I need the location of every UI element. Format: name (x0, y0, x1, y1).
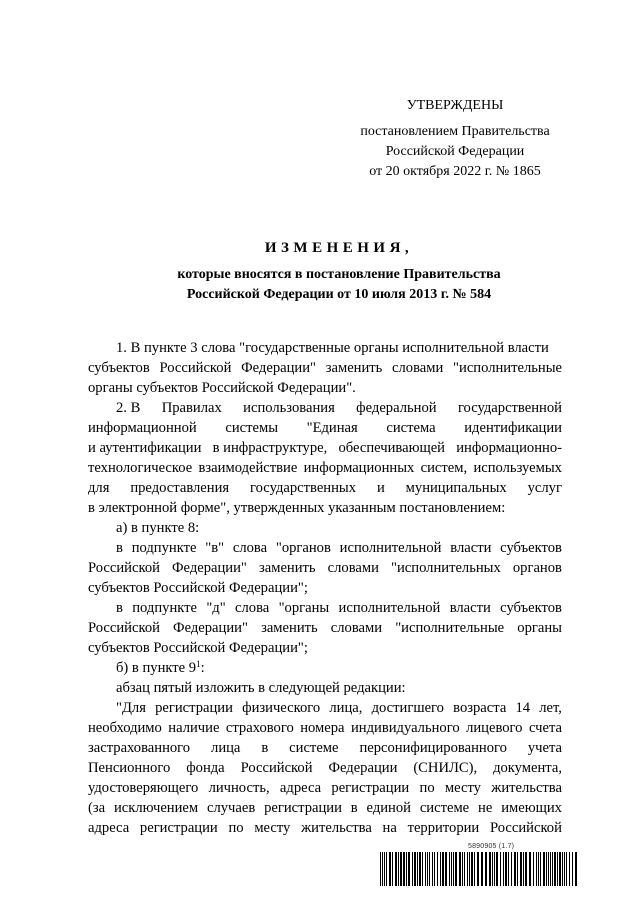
word: Российской (159, 360, 232, 376)
word: (за (88, 800, 106, 816)
barcode-bar (523, 852, 524, 886)
barcode-bar (508, 852, 509, 886)
paragraph-1-line-1: 1. В пункте 3 слова "государственные органы исполнительной власти (116, 340, 549, 356)
paragraph-2-line-3 (88, 438, 562, 458)
word: (СНИЛС), (413, 760, 478, 776)
word: фонда (186, 760, 225, 776)
barcode-bar (406, 852, 407, 886)
word: "исполнительные (453, 360, 562, 376)
word: федеральной (356, 400, 437, 416)
barcode-bar (422, 852, 423, 886)
word: органов (512, 560, 562, 576)
barcode-bar (453, 852, 454, 886)
word: слова (235, 600, 270, 616)
word: необходимо (88, 720, 162, 736)
word: регистрации (155, 700, 233, 716)
document-title: ИЗМЕНЕНИЯ, (264, 240, 414, 256)
word: информационно- (456, 440, 562, 456)
word: удостоверяющего (88, 780, 199, 796)
word: предоставления (130, 480, 230, 496)
word: 2. В (116, 400, 141, 416)
barcode-bar (533, 852, 534, 886)
word: системе (419, 800, 470, 816)
barcode-bar (386, 852, 387, 886)
barcode-bar (525, 852, 527, 886)
word: информационных (303, 460, 415, 476)
barcode-bar (451, 852, 452, 886)
word: случаев (206, 800, 256, 816)
barcode-bar (445, 852, 447, 886)
word: технологическое (88, 460, 193, 476)
word: страхового (225, 720, 294, 736)
word: информационной (88, 420, 197, 436)
word: Федерации" (172, 560, 247, 576)
word: заменить (261, 620, 318, 636)
word: и аутентификации (88, 440, 202, 456)
barcode-bar (395, 852, 397, 886)
word: застрахованного (88, 740, 191, 756)
barcode-icon (380, 852, 580, 886)
word: в (261, 740, 269, 756)
word: единой (366, 800, 411, 816)
barcode-bar (432, 852, 433, 886)
quote-line-4 (88, 758, 562, 778)
word: в (350, 800, 358, 816)
word: Федерации" (173, 620, 248, 636)
word: номера (300, 720, 345, 736)
word: в (116, 600, 123, 616)
word: заменить (258, 560, 316, 576)
barcode-bar (546, 852, 547, 886)
word: систем, (420, 460, 468, 476)
barcode-bar (455, 852, 457, 886)
barcode-bar (557, 852, 558, 886)
paragraph-2-line-5 (88, 478, 562, 498)
word: словами (327, 560, 379, 576)
subtitle-line-1: которые вносятся в постановление Правительства (177, 267, 501, 282)
word: система (386, 420, 436, 436)
word: используемых (473, 460, 562, 476)
word: лица (211, 740, 241, 756)
paragraph-1-line-3: органы субъектов Российской Федерации". (88, 380, 356, 396)
quote-line-5 (88, 778, 562, 798)
word: словами (392, 360, 444, 376)
word: словами (330, 620, 383, 636)
barcode-bar (538, 852, 539, 886)
word: регистрации (331, 780, 410, 796)
barcode-bar (434, 852, 435, 886)
word: государственных (250, 480, 357, 496)
barcode-bar (496, 852, 498, 886)
barcode-bar (400, 852, 402, 886)
word: адреса (279, 780, 322, 796)
barcode-bar (572, 852, 573, 886)
barcode-label: 5890905 (1.7) (468, 843, 515, 850)
word: субъектов (88, 360, 150, 376)
barcode-bar (503, 852, 504, 886)
barcode-bar (464, 852, 465, 886)
subtitle-line-2: Российской Федерации от 10 июля 2013 г. № 584 (186, 287, 492, 302)
word: счета (528, 720, 562, 736)
word: достигшего (371, 700, 444, 716)
word: Российской (88, 620, 160, 636)
barcode-bar (540, 852, 541, 886)
subitem-v-line-1 (88, 538, 562, 558)
word: жительства (491, 780, 562, 796)
word: слова (232, 540, 268, 556)
word: индивидуального (350, 720, 460, 736)
word: подпункте (132, 600, 198, 616)
word: возраста (453, 700, 507, 716)
word: субъектов (500, 540, 562, 556)
barcode-bar (459, 852, 461, 886)
barcode-bar (520, 852, 522, 886)
word: "исполнительные (395, 620, 505, 636)
word: обеспечивающей (338, 440, 445, 456)
word: Российской (88, 560, 160, 576)
barcode-bar (566, 852, 567, 886)
barcode-bar (440, 852, 441, 886)
document-subtitle (0, 265, 640, 305)
word: в инфраструктуре, (212, 440, 328, 456)
subitem-d-line-1 (88, 598, 562, 618)
word: личность, (208, 780, 270, 796)
word: имеющих (501, 800, 562, 816)
approval-stamp (330, 96, 580, 182)
word: наличие (168, 720, 220, 736)
word: власти (450, 540, 492, 556)
word: Правилах (161, 400, 222, 416)
barcode-bar (382, 852, 383, 886)
barcode-bar (564, 852, 565, 886)
barcode-bar (505, 852, 507, 886)
word: Российской (240, 760, 313, 776)
barcode-bar (485, 852, 487, 886)
word: на (382, 820, 397, 836)
word: исключением (113, 800, 199, 816)
word: и (376, 480, 385, 496)
barcode-bar (511, 852, 512, 886)
paragraph-2-line-4 (88, 458, 562, 478)
word: по (228, 820, 244, 836)
barcode-bar (517, 852, 518, 886)
word: 14 (515, 700, 531, 716)
word: субъектов (500, 600, 562, 616)
item-a: а) в пункте 8: (116, 520, 200, 536)
word: исполнительной (339, 540, 442, 556)
item-b-colon: : (200, 660, 205, 676)
paragraph-1-line-2 (88, 358, 562, 378)
barcode-bar (425, 852, 426, 886)
word: "Для (116, 700, 146, 716)
barcode-bar (552, 852, 553, 886)
word: регистрации (264, 800, 342, 816)
barcode-bar (389, 852, 391, 886)
barcode-bar (437, 852, 438, 886)
word: лицевого (466, 720, 523, 736)
word: месту (254, 820, 291, 836)
barcode-bar (398, 852, 399, 886)
barcode-bar (575, 852, 577, 886)
approval-heading: УТВЕРЖДЕНЫ (406, 98, 504, 113)
word: по (419, 780, 435, 796)
word: подпункте (131, 540, 197, 556)
word: муниципальных (405, 480, 507, 496)
word: Российской (489, 820, 562, 836)
barcode-bar (403, 852, 405, 886)
word: использования (243, 400, 335, 416)
quote-line-6 (88, 798, 562, 818)
barcode-bar (414, 852, 416, 886)
approval-line-2: Российской Федерации (385, 144, 525, 159)
barcode-bar (543, 852, 545, 886)
barcode-bar (412, 852, 413, 886)
word: заменить (325, 360, 383, 376)
barcode-bar (494, 852, 495, 886)
word: регистрации (139, 820, 218, 836)
barcode-bar (514, 852, 516, 886)
barcode-bar (477, 852, 479, 886)
word: идентификации (464, 420, 562, 436)
word: Федерации (328, 760, 398, 776)
item-b-text: б) в пункте 9 (116, 660, 197, 676)
quote-line-3 (88, 738, 562, 758)
paragraph-2-line-6: в электронной форме", утвержденных указанным постановлением: (88, 500, 506, 516)
barcode-bar (569, 852, 570, 886)
barcode-bar (419, 852, 421, 886)
barcode-bar (554, 852, 556, 886)
barcode-bar (548, 852, 549, 886)
item-b-superscript: 1 (196, 659, 201, 669)
paragraph-2-line-2 (88, 418, 562, 438)
word: Федерации" (241, 360, 316, 376)
subitem-d-line-3: субъектов Российской Федерации"; (88, 640, 308, 656)
word: "органов (275, 540, 331, 556)
barcode-bar (467, 852, 468, 886)
word: лет, (539, 700, 562, 716)
word: органы (517, 620, 562, 636)
word: Пенсионного (88, 760, 171, 776)
barcode-bar (562, 852, 563, 886)
barcode-bar (384, 852, 385, 886)
word: власти (449, 600, 491, 616)
word: системы (225, 420, 279, 436)
barcode-bar (550, 852, 551, 886)
barcode-bar (492, 852, 493, 886)
word: "органы (278, 600, 330, 616)
barcode-bar (392, 852, 393, 886)
barcode-bar (489, 852, 491, 886)
barcode-bar (427, 852, 428, 886)
word: месту (444, 780, 481, 796)
quote-line-2 (88, 718, 562, 738)
barcode-bar (469, 852, 470, 886)
barcode-bar (529, 852, 531, 886)
subitem-v-line-3: субъектов Российской Федерации"; (88, 580, 308, 596)
barcode-bar (474, 852, 475, 886)
barcode-bar (462, 852, 463, 886)
word: для (88, 480, 110, 496)
word: государственной (457, 400, 562, 416)
word: учета (527, 740, 562, 756)
word: "Единая (306, 420, 358, 436)
item-b (88, 658, 562, 678)
barcode-bar (536, 852, 537, 886)
approval-line-1: постановлением Правительства (360, 124, 550, 139)
barcode-bar (559, 852, 561, 886)
barcode-bar (417, 852, 418, 886)
barcode-bar (429, 852, 430, 886)
barcode-bar (449, 852, 450, 886)
word: адреса (88, 820, 130, 836)
word: "исполнительных (391, 560, 501, 576)
word: лица, (329, 700, 363, 716)
word: системе (289, 740, 339, 756)
word: "д" (206, 600, 226, 616)
word: физического (242, 700, 321, 716)
barcode-bar (408, 852, 410, 886)
word: персонифицированного (359, 740, 507, 756)
word: взаимодействие (198, 460, 298, 476)
word: "в" (205, 540, 225, 556)
barcode-bar (442, 852, 444, 886)
paragraph-5-intro: абзац пятый изложить в следующей редакции: (116, 680, 406, 696)
word: услуг (527, 480, 562, 496)
word: жительства (301, 820, 372, 836)
paragraph-2-line-1 (88, 398, 562, 418)
word: не (478, 800, 493, 816)
subitem-v-line-2 (88, 558, 562, 578)
barcode-bar (380, 852, 381, 886)
word: исполнительной (338, 600, 441, 616)
word: в (116, 540, 123, 556)
barcode-bar (481, 852, 483, 886)
quote-line-1 (88, 698, 562, 718)
word: территории (407, 820, 480, 836)
document-barcode-block (380, 843, 580, 887)
barcode-bar (471, 852, 473, 886)
word: документа, (493, 760, 562, 776)
barcode-bar (500, 852, 501, 886)
approval-line-3: от 20 октября 2022 г. № 1865 (369, 164, 541, 179)
subitem-d-line-2 (88, 618, 562, 638)
document-body (88, 338, 562, 838)
quote-line-7 (88, 818, 562, 838)
